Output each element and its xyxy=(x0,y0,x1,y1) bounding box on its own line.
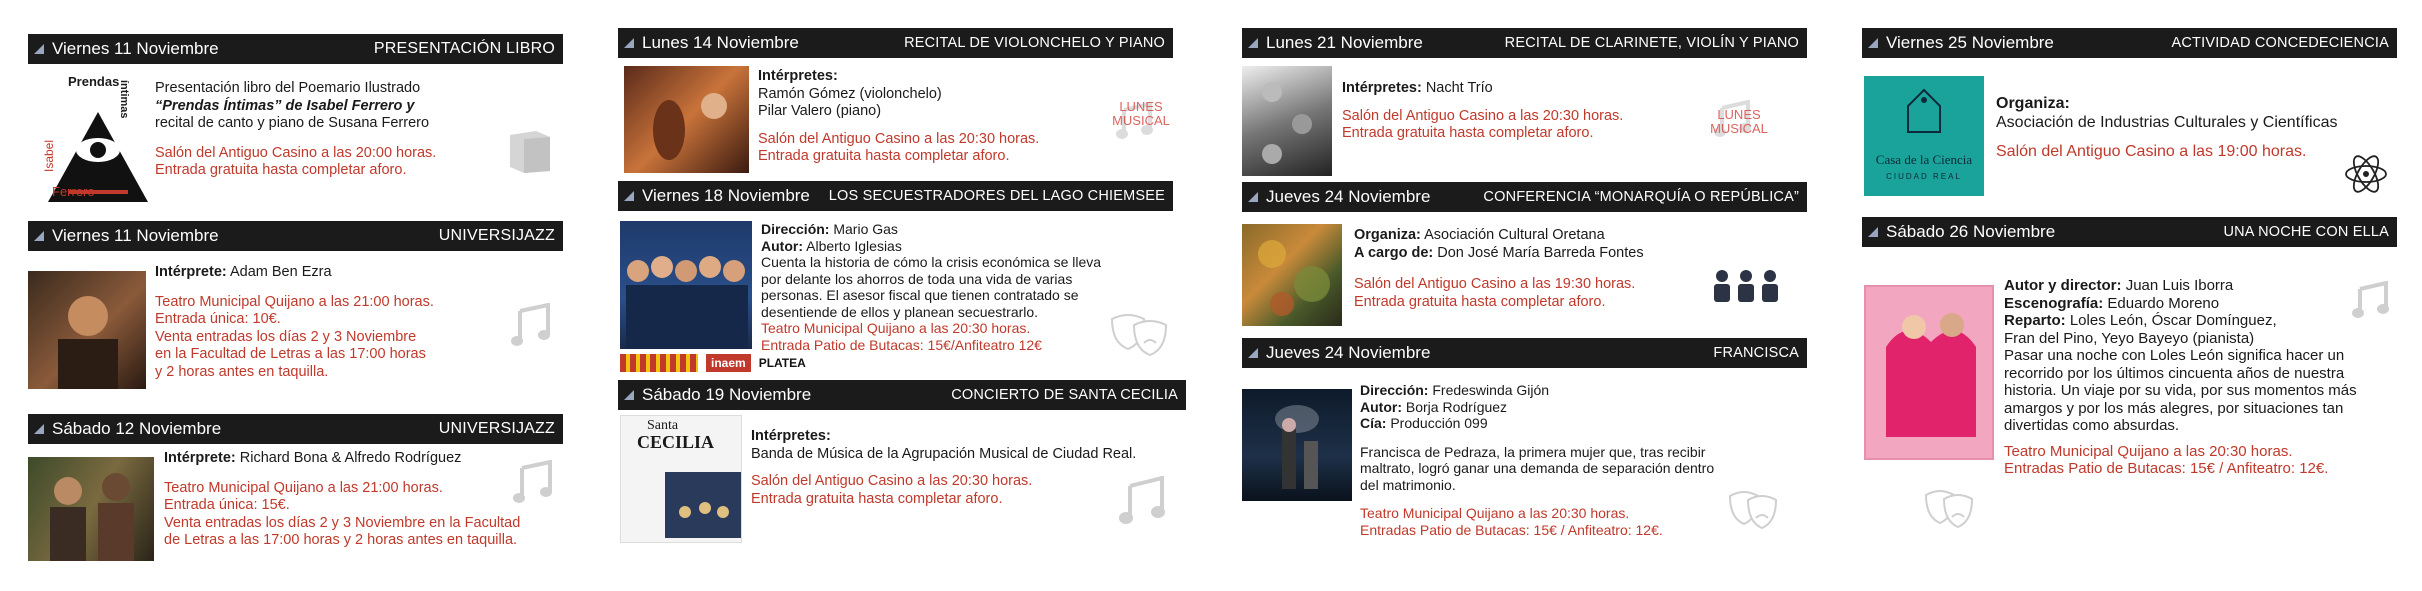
event-venue: Salón del Antiguo Casino a las 20:00 horas. xyxy=(155,144,437,161)
director-name: Juan Luis Iborra xyxy=(2125,277,2234,294)
trio-photo xyxy=(1242,66,1332,176)
event-header xyxy=(618,28,1173,58)
triangle-icon xyxy=(1248,348,1258,358)
music-note-icon xyxy=(512,460,556,506)
performers-label: Intérpretes: xyxy=(1342,80,1422,96)
event-description: Cuenta la historia de cómo la crisis económica se lleva xyxy=(761,254,1102,270)
book-cover-author-first: Isabel xyxy=(42,139,56,172)
event-description: recorrido por los últimos cincuenta años de nuestra xyxy=(2004,364,2345,382)
event-venue: Teatro Municipal Quijano a las 20:30 horas. xyxy=(1360,505,1630,521)
theater-masks-icon xyxy=(1108,309,1170,361)
event-card-santa-cecilia xyxy=(618,380,1186,560)
triangle-icon xyxy=(1868,227,1878,237)
event-description: Pasar una noche con Loles León significa hacer un xyxy=(2004,347,2345,364)
event-date: Viernes 18 Noviembre xyxy=(642,186,810,205)
performer-name: Nacht Trío xyxy=(1425,80,1493,96)
author-name: Borja Rodríguez xyxy=(1405,398,1508,415)
performers-label: Intérpretes: xyxy=(751,428,831,444)
event-header xyxy=(1242,28,1807,58)
event-body xyxy=(751,428,1161,508)
triangle-icon xyxy=(624,191,634,201)
cia-label: Cía: xyxy=(1360,415,1387,431)
organizer-name: Asociación Cultural Oretana xyxy=(1424,227,1605,243)
cargo-label: A cargo de: xyxy=(1354,244,1434,261)
reparto-label: Reparto: xyxy=(2004,312,2066,329)
performers-label: Intérpretes: xyxy=(758,68,838,84)
show-poster xyxy=(1864,285,1994,460)
poster-title: CECILIA xyxy=(637,432,715,452)
conference-poster xyxy=(1242,224,1342,326)
theater-masks-icon xyxy=(1922,485,1978,533)
cast-names: Fran del Pino, Yeyo Bayeyo (pianista) xyxy=(2004,329,2255,347)
speaker-name: Don José María Barreda Fontes xyxy=(1437,244,1644,261)
autor-label: Autor: xyxy=(1360,398,1402,415)
event-venue: Salón del Antiguo Casino a las 19:00 horas. xyxy=(1996,143,2307,160)
performer-label: Intérprete: xyxy=(155,264,227,280)
event-category: CONCIERTO DE SANTA CECILIA xyxy=(951,387,1178,403)
organiza-label: Organiza: xyxy=(1996,95,2070,112)
spain-ministry-logo xyxy=(620,354,698,372)
event-date: Lunes 21 Noviembre xyxy=(1266,33,1423,52)
event-description: del matrimonio. xyxy=(1360,476,1456,493)
book-cover-subtitle: íntimas xyxy=(118,80,130,119)
event-date: Viernes 25 Noviembre xyxy=(1886,33,2054,52)
event-card-secuestradores xyxy=(618,181,1186,381)
badge-line: LUNES xyxy=(1717,107,1761,122)
event-category: UNIVERSIJAZZ xyxy=(438,420,555,437)
book-cover-title: Prendas xyxy=(68,74,120,89)
event-sales: en la Facultad de Letras a las 17:00 horas xyxy=(155,346,426,362)
music-note-icon xyxy=(510,303,554,349)
event-date: Jueves 24 Noviembre xyxy=(1266,187,1431,206)
platea-logo: PLATEA xyxy=(758,356,806,370)
director-name: Fredeswinda Gijón xyxy=(1432,382,1550,398)
event-sales: Venta entradas los días 2 y 3 Noviembre xyxy=(155,328,417,345)
event-entry: Entrada gratuita hasta completar aforo. xyxy=(758,148,1010,164)
event-header xyxy=(28,221,563,251)
company-name: Producción 099 xyxy=(1390,415,1488,431)
music-note-icon xyxy=(1118,476,1168,526)
atom-icon xyxy=(2342,150,2390,198)
author-name: Alberto Iglesias xyxy=(806,237,902,254)
triangle-icon xyxy=(34,424,44,434)
artists-photo xyxy=(28,457,154,561)
event-date: Sábado 12 Noviembre xyxy=(52,419,222,438)
logo-title: Casa de la Ciencia xyxy=(1875,152,1973,167)
music-note-icon xyxy=(2352,281,2392,321)
event-category: RECITAL DE VIOLONCHELO Y PIANO xyxy=(904,35,1165,51)
direccion-label: Dirección: xyxy=(1360,382,1429,398)
event-description: amargos y por los más alegres, por situaciones tan xyxy=(2004,399,2344,417)
cast-photo xyxy=(620,221,752,349)
concert-poster xyxy=(620,415,742,543)
event-body xyxy=(164,450,564,550)
event-entry: Entradas Patio de Butacas: 15€ / Anfiteatro: 12€. xyxy=(1360,521,1663,538)
event-sales: Venta entradas los días 2 y 3 Noviembre en la Facultad xyxy=(164,514,521,531)
event-entry: Entrada gratuita hasta completar aforo. xyxy=(1342,125,1594,141)
lunes-musical-badge xyxy=(1106,100,1176,128)
event-body xyxy=(1354,227,1694,311)
set-designer-name: Eduardo Moreno xyxy=(2107,294,2220,312)
play-photo xyxy=(1242,389,1352,501)
event-body xyxy=(761,221,1141,353)
book-icon xyxy=(506,127,554,175)
triangle-icon xyxy=(624,390,634,400)
event-line: “Prendas Íntimas” de Isabel Ferrero y xyxy=(155,97,415,114)
event-venue: Salón del Antiguo Casino a las 20:30 horas. xyxy=(1342,107,1624,124)
event-card-book-presentation xyxy=(28,34,563,214)
event-card-concedeciencia xyxy=(1862,28,2397,198)
event-card-clarinet-recital xyxy=(1242,28,1807,178)
event-category: CONFERENCIA “MONARQUÍA O REPÚBLICA” xyxy=(1483,189,1799,205)
cast-names: Loles León, Óscar Domínguez, xyxy=(2069,312,2277,329)
event-date: Viernes 11 Noviembre xyxy=(52,39,219,58)
event-entry: Entrada Patio de Butacas: 15€/Anfiteatro 12€ xyxy=(761,336,1042,353)
book-cover-image xyxy=(38,72,158,212)
event-category: LOS SECUESTRADORES DEL LAGO CHIEMSEE xyxy=(828,188,1165,204)
event-entry: Entrada gratuita hasta completar aforo. xyxy=(155,162,407,178)
event-category: FRANCISCA xyxy=(1713,345,1799,361)
direccion-label: Dirección: xyxy=(761,221,830,237)
logo-subtitle: CIUDAD REAL xyxy=(1886,172,1962,181)
event-header xyxy=(618,181,1173,211)
event-header xyxy=(1862,28,2397,58)
event-category: UNIVERSIJAZZ xyxy=(438,227,555,244)
event-description: personas. El asesor fiscal que tienen contratado se xyxy=(761,287,1079,303)
column-3 xyxy=(1242,0,1807,591)
performer-name: Pilar Valero (piano) xyxy=(758,103,882,119)
autor-label: Autor: xyxy=(761,237,803,254)
performer-name: Ramón Gómez (violonchelo) xyxy=(758,85,942,102)
event-body xyxy=(1360,382,1760,538)
event-entry: Entrada gratuita hasta completar aforo. xyxy=(751,490,1003,507)
poster-title-top: Santa xyxy=(647,418,679,433)
triangle-icon xyxy=(1248,38,1258,48)
event-body xyxy=(758,68,1088,166)
performer-name: Richard Bona & Alfredo Rodríguez xyxy=(239,450,462,466)
escenografia-label: Escenografía: xyxy=(2004,294,2104,312)
event-card-conference xyxy=(1242,182,1807,332)
event-card-universijazz-1 xyxy=(28,221,563,401)
event-venue: Salón del Antiguo Casino a las 19:30 horas. xyxy=(1354,276,1636,292)
event-date: Sábado 19 Noviembre xyxy=(642,385,812,404)
triangle-icon xyxy=(1248,192,1258,202)
event-date: Viernes 11 Noviembre xyxy=(52,226,219,245)
event-body xyxy=(155,80,455,180)
event-header xyxy=(1242,182,1807,212)
performer-label: Intérprete: xyxy=(164,450,236,466)
triangle-icon xyxy=(1868,38,1878,48)
event-card-cello-recital xyxy=(618,28,1186,178)
autor-director-label: Autor y director: xyxy=(2004,277,2122,294)
event-venue: Teatro Municipal Quijano a las 21:00 horas. xyxy=(164,479,443,496)
event-entry: Entrada única: 10€. xyxy=(155,311,281,327)
sponsor-logos xyxy=(620,352,860,374)
event-body xyxy=(2004,277,2399,478)
event-entry: Entrada gratuita hasta completar aforo. xyxy=(1354,293,1606,310)
event-card-universijazz-2 xyxy=(28,414,563,591)
event-venue: Salón del Antiguo Casino a las 20:30 horas. xyxy=(758,130,1040,147)
event-category: ACTIVIDAD CONCEDECIENCIA xyxy=(2171,35,2389,51)
event-description: maltrato, logró ganar una demanda de separación dentro xyxy=(1360,460,1715,476)
triangle-icon xyxy=(624,38,634,48)
event-header xyxy=(28,34,563,64)
event-sales: y 2 horas antes en taquilla. xyxy=(155,363,329,380)
book-cover-author-last: Ferrero xyxy=(52,184,95,199)
triangle-icon xyxy=(34,231,44,241)
event-card-francisca xyxy=(1242,338,1807,558)
event-line: Presentación libro del Poemario Ilustrado xyxy=(155,80,421,96)
artist-photo xyxy=(28,271,146,389)
inaem-logo: inaem xyxy=(706,354,751,372)
event-header xyxy=(618,380,1186,410)
event-body xyxy=(1342,80,1672,143)
event-date: Lunes 14 Noviembre xyxy=(642,33,799,52)
event-sales: de Letras a las 17:00 horas y 2 horas antes en taquilla. xyxy=(164,532,518,548)
event-category: UNA NOCHE CON ELLA xyxy=(2223,224,2389,240)
event-date: Sábado 26 Noviembre xyxy=(1886,222,2056,241)
event-category: RECITAL DE CLARINETE, VIOLÍN Y PIANO xyxy=(1504,35,1799,51)
organiza-label: Organiza: xyxy=(1354,227,1421,243)
event-venue: Salón del Antiguo Casino a las 20:30 horas. xyxy=(751,473,1033,489)
triangle-icon xyxy=(34,44,44,54)
theater-masks-icon xyxy=(1726,486,1782,534)
event-venue: Teatro Municipal Quijano a las 21:00 horas. xyxy=(155,293,434,310)
event-venue: Teatro Municipal Quijano a las 20:30 horas. xyxy=(2004,442,2293,460)
column-2 xyxy=(618,0,1186,591)
event-venue: Teatro Municipal Quijano a las 20:30 horas. xyxy=(761,320,1031,336)
event-header xyxy=(28,414,563,444)
event-description: por delante los ahorros de toda una vida de varias xyxy=(761,270,1073,287)
event-description: historia. Un viaje por su vida, por sus momentos más xyxy=(2004,382,2357,399)
event-category: PRESENTACIÓN LIBRO xyxy=(373,40,555,57)
event-body xyxy=(1996,94,2386,161)
lunes-musical-badge xyxy=(1704,108,1774,136)
event-description: desentiende de ellos y planean secuestrarlo. xyxy=(761,303,1039,320)
event-description: Francisca de Pedraza, la primera mujer que, tras recibir xyxy=(1360,443,1706,460)
event-description: divertidas como absurdas. xyxy=(2004,417,2180,434)
event-entry: Entrada única: 15€. xyxy=(164,497,290,513)
director-name: Mario Gas xyxy=(833,221,898,237)
casa-de-la-ciencia-logo xyxy=(1864,76,1984,196)
performer-name: Banda de Música de la Agrupación Musical de Ciudad Real. xyxy=(751,445,1137,462)
event-body xyxy=(155,264,475,381)
badge-line: LUNES xyxy=(1119,99,1163,114)
performer-name: Adam Ben Ezra xyxy=(229,264,332,280)
event-header xyxy=(1862,217,2397,247)
event-header xyxy=(1242,338,1807,368)
event-entry: Entradas Patio de Butacas: 15€ / Anfiteatro: 12€. xyxy=(2004,460,2329,477)
event-line: recital de canto y piano de Susana Ferrero xyxy=(155,115,430,131)
event-date: Jueves 24 Noviembre xyxy=(1266,343,1431,362)
organizer-name: Asociación de Industrias Culturales y Científicas xyxy=(1996,114,2338,131)
audience-icon xyxy=(1710,268,1782,304)
badge-line: MUSICAL xyxy=(1112,113,1170,128)
musicians-photo xyxy=(624,66,749,173)
badge-line: MUSICAL xyxy=(1710,121,1768,136)
column-1 xyxy=(28,0,563,591)
column-4 xyxy=(1862,0,2397,591)
event-card-una-noche-con-ella xyxy=(1862,217,2397,577)
